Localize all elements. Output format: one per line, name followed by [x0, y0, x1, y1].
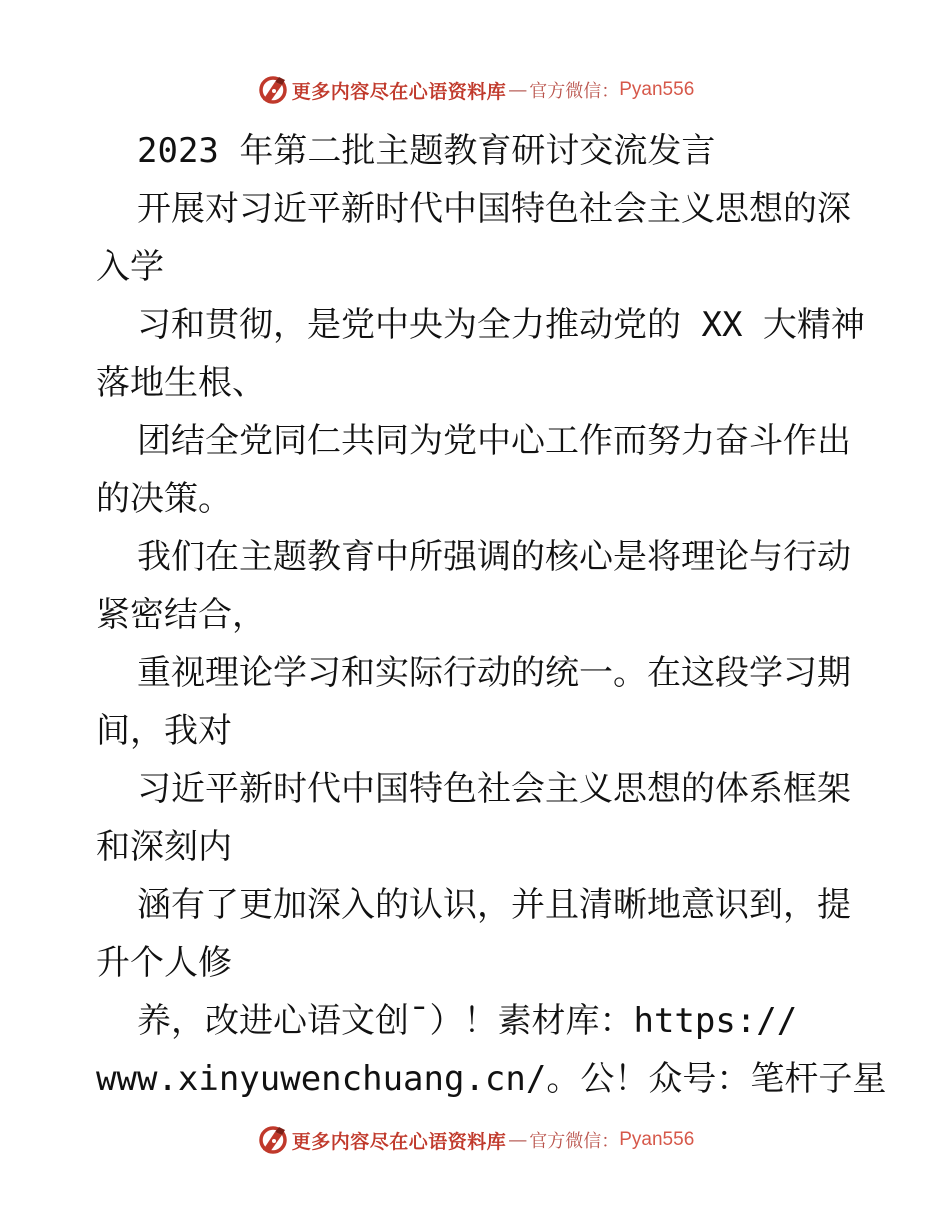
footer-banner: [0, 1120, 950, 1160]
document-body: [96, 122, 887, 1108]
text-line: 习近平新时代中国特色社会主义思想的体系框架: [137, 769, 851, 809]
text-line: 和深刻内: [96, 827, 232, 867]
banner-wechat-label: 官方微信：: [529, 1131, 620, 1152]
text-line: 涵有了更加深入的认识，并且清晰地意识到，提: [137, 885, 851, 925]
text-line: 重视理论学习和实际行动的统一。在这段学习期: [137, 653, 851, 693]
header-banner: [0, 70, 950, 110]
text-line: 落地生根、: [96, 363, 266, 403]
text-line: 开展对习近平新时代中国特色社会主义思想的深: [137, 189, 851, 229]
text-line: 间，我对: [96, 711, 232, 751]
banner-wechat-id: Pyan556: [619, 79, 695, 100]
paragraph-lines: [96, 180, 887, 1108]
text-line: 紧密结合，: [96, 595, 266, 635]
text-line: 我们在主题教育中所强调的核心是将理论与行动: [137, 537, 851, 577]
banner-slogan: 更多内容尽在心语资料库: [291, 1130, 507, 1153]
text-line: 团结全党同仁共同为党中心工作而努力奋斗作出: [137, 421, 851, 461]
pen-nib-logo-icon: [256, 1123, 290, 1157]
text-line: 升个人修: [96, 943, 232, 983]
text-line: 的决策。: [96, 479, 232, 519]
banner-wechat-id: Pyan556: [619, 1129, 695, 1150]
text-line: 入学: [96, 247, 164, 287]
text-line: 习和贯彻，是党中央为全力推动党的 XX 大精神: [137, 305, 865, 345]
text-line: www.xinyuwenchuang.cn/。公！众号：笔杆子星: [96, 1059, 887, 1099]
document-title: 2023 年第二批主题教育研讨交流发言: [137, 131, 716, 171]
pen-nib-logo-icon: [256, 73, 290, 107]
text-line: 养，改进心语文创¯）！素材库：https://: [137, 1001, 798, 1041]
banner-wechat-label: 官方微信：: [529, 81, 620, 102]
banner-separator: —: [508, 1129, 528, 1151]
banner-separator: —: [508, 79, 528, 101]
banner-slogan: 更多内容尽在心语资料库: [291, 80, 507, 103]
